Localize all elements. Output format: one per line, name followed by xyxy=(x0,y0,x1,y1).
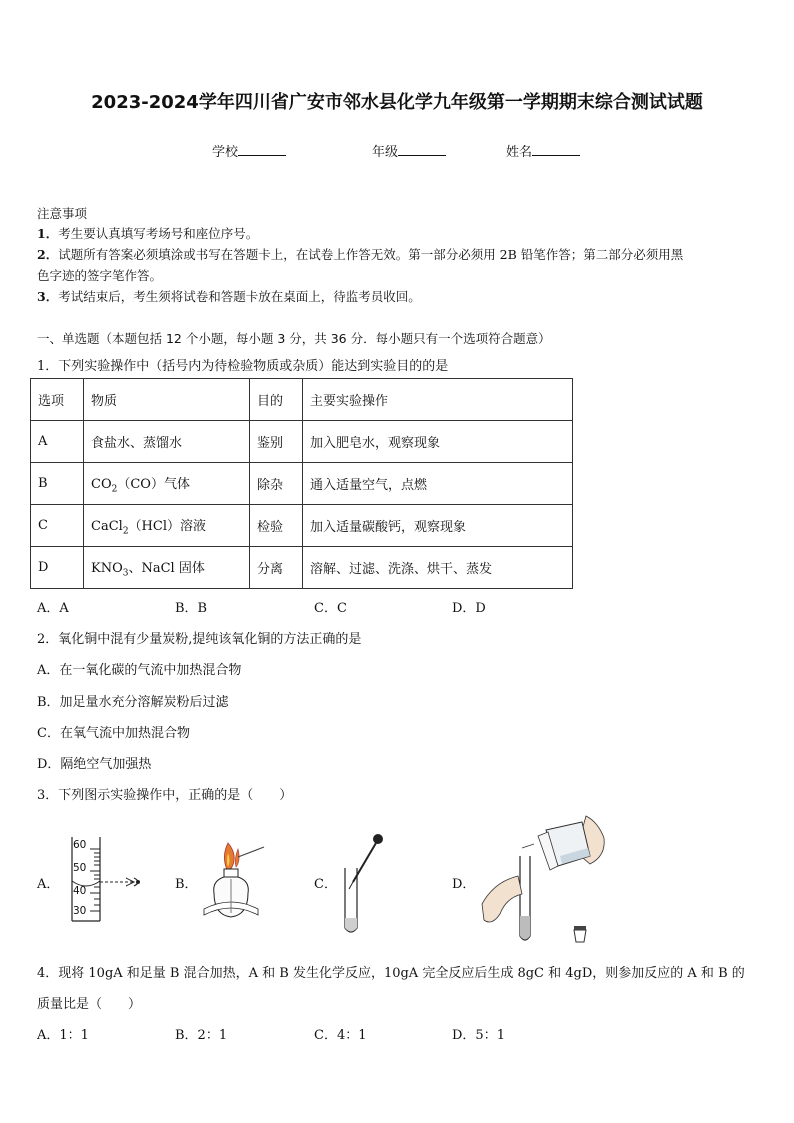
q3-stem: 3．下列图示实验操作中，正确的是（ ） xyxy=(37,788,293,803)
grade-field xyxy=(372,141,446,160)
q2-stem: 2．氧化铜中混有少量炭粉,提纯该氧化铜的方法正确的是 xyxy=(37,632,362,647)
q2-choice-a[interactable]: A．在一氧化碳的气流中加热混合物 xyxy=(37,663,242,678)
alcohol-lamp-figure xyxy=(198,835,273,927)
notice-item-2: 2．试题所有答案必须填涂或书写在答题卡上，在试卷上作答无效。第一部分必须用 2B 铅笔作答；第二部分必须用黑 xyxy=(37,247,684,262)
q3-label-a[interactable]: A． xyxy=(37,877,60,892)
q2-choice-c[interactable]: C．在氧气流中加热混合物 xyxy=(37,726,190,741)
q1-choice-c[interactable]: C．C xyxy=(314,601,347,616)
grade-blank xyxy=(398,143,446,156)
table-cell: $CO_2(CO)$气体 xyxy=(84,463,250,505)
school-label: 学校 xyxy=(212,145,239,160)
table-cell: CaCl$_2$（HCl）溶液 xyxy=(84,505,250,547)
table-cell: 加入肥皂水，观察现象 xyxy=(303,421,573,463)
table-cell: 鉴别 xyxy=(250,421,303,463)
notice-item-3: 3．考试结束后，考生须将试卷和答题卡放在桌面上，待监考员收回。 xyxy=(37,289,421,304)
q1-choice-a[interactable]: A．A xyxy=(37,601,69,616)
table-cell: A xyxy=(31,421,84,463)
q1-choice-d[interactable]: D．D xyxy=(452,601,486,616)
q1-stem: 1．下列实验操作中（括号内为待检验物质或杂质）能达到实验目的的是 xyxy=(37,359,449,374)
table-cell: 分离 xyxy=(250,547,303,589)
q2-choice-d[interactable]: D．隔绝空气加强热 xyxy=(37,757,152,772)
school-blank xyxy=(238,143,286,156)
q3-label-d[interactable]: D． xyxy=(452,877,476,892)
notice-item-1: 1．考生要认真填写考场号和座位序号。 xyxy=(37,226,259,241)
name-blank xyxy=(532,143,580,156)
table-row xyxy=(31,505,573,547)
q4-stem-cont: 质量比是（ ） xyxy=(37,997,142,1012)
q3-label-b[interactable]: B． xyxy=(175,877,198,892)
pouring-liquid-figure xyxy=(478,812,618,947)
q4-choice-a[interactable]: A．1：1 xyxy=(37,1028,89,1043)
table-row xyxy=(31,547,573,589)
table-cell: D xyxy=(31,547,84,589)
dropper-test-tube-figure xyxy=(335,832,390,937)
table-header-row xyxy=(31,379,573,421)
page-title: 2023-2024学年四川省广安市邻水县化学九年级第一学期期末综合测试试题 xyxy=(91,92,703,113)
q4-choice-d[interactable]: D．5：1 xyxy=(452,1028,505,1043)
table-row xyxy=(31,463,573,505)
cylinder-tick-30: 30 xyxy=(73,905,87,917)
q1-choice-b[interactable]: B．B xyxy=(175,601,208,616)
grade-label: 年级 xyxy=(372,145,399,160)
notice-heading: 注意事项 xyxy=(37,206,88,221)
q4-choice-c[interactable]: C．4：1 xyxy=(314,1028,367,1043)
table-cell: 除杂 xyxy=(250,463,303,505)
table-cell: B xyxy=(31,463,84,505)
table-cell: C xyxy=(31,505,84,547)
notice-item-2-cont: 色字迹的签字笔作答。 xyxy=(37,268,163,283)
table-cell: 食盐水、蒸馏水 xyxy=(84,421,250,463)
table-cell: 溶解、过滤、洗涤、烘干、蒸发 xyxy=(303,547,573,589)
section-heading: 一、单选题（本题包括 12 个小题，每小题 3 分，共 36 分．每小题只有一个选项符合题意） xyxy=(37,331,551,346)
q4-stem: 4．现将 10gA 和足量 B 混合加热，A 和 B 发生化学反应，10gA 完全反应后生成 8gC 和 4gD，则参加反应的 A 和 B 的 xyxy=(37,966,745,981)
cylinder-tick-50: 50 xyxy=(73,862,87,874)
q3-label-c[interactable]: C． xyxy=(314,877,337,892)
table-cell: 通入适量空气，点燃 xyxy=(303,463,573,505)
table-cell: 检验 xyxy=(250,505,303,547)
table-cell: $KNO_3$、NaCl 固体 xyxy=(84,547,250,589)
school-field xyxy=(212,141,286,160)
table-header: 主要实验操作 xyxy=(303,379,573,421)
cylinder-tick-40: 40 xyxy=(73,885,87,897)
table-row xyxy=(31,421,573,463)
q4-choice-b[interactable]: B．2：1 xyxy=(175,1028,228,1043)
cylinder-tick-60: 60 xyxy=(73,839,87,851)
name-label: 姓名 xyxy=(506,145,533,160)
table-header: 目的 xyxy=(250,379,303,421)
table-cell: 加入适量碳酸钙，观察现象 xyxy=(303,505,573,547)
name-field xyxy=(506,141,580,160)
q1-table xyxy=(30,378,573,589)
table-header: 选项 xyxy=(31,379,84,421)
q2-choice-b[interactable]: B．加足量水充分溶解炭粉后过滤 xyxy=(37,695,229,710)
table-header: 物质 xyxy=(84,379,250,421)
